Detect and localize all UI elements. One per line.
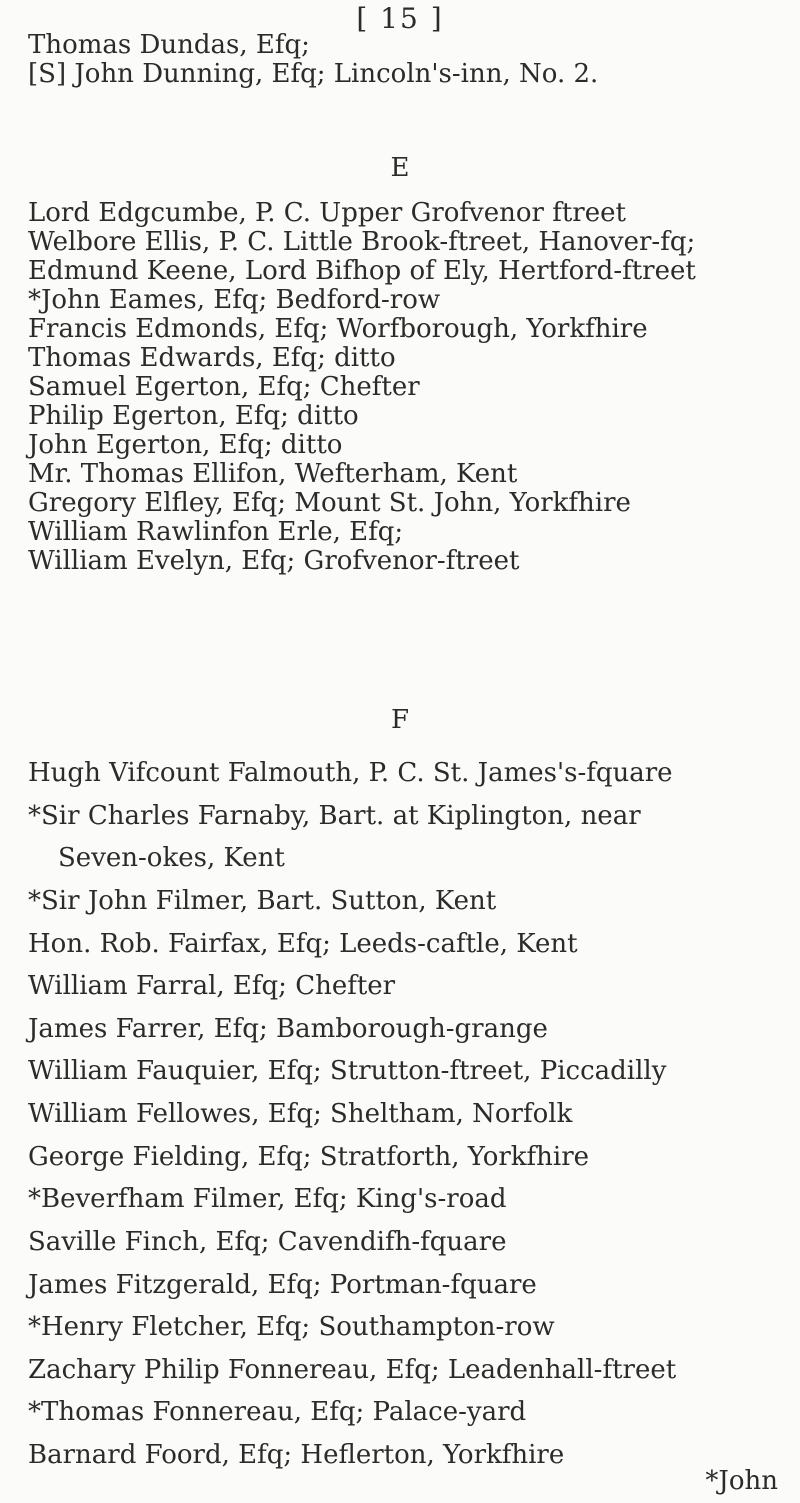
section-letter-f: F xyxy=(390,705,410,735)
entry-line: *Henry Fletcher, Efq; Southampton-row xyxy=(28,1312,555,1342)
entry-line: *Thomas Fonnereau, Efq; Palace-yard xyxy=(28,1397,527,1427)
entry-line: [S] John Dunning, Efq; Lincoln's-inn, No. 2. xyxy=(28,59,599,89)
entry-line: William Evelyn, Efq; Grofvenor-ftreet xyxy=(28,546,520,576)
entry-line: Thomas Dundas, Efq; xyxy=(28,30,310,60)
entry-line: Edmund Keene, Lord Bifhop of Ely, Hertford-ftreet xyxy=(28,256,696,286)
entry-line: James Fitzgerald, Efq; Portman-fquare xyxy=(28,1270,537,1300)
entry-line: Samuel Egerton, Efq; Chefter xyxy=(28,372,420,402)
entry-line: Hon. Rob. Fairfax, Efq; Leeds-caftle, Kent xyxy=(28,929,578,959)
entry-line: Lord Edgcumbe, P. C. Upper Grofvenor ftreet xyxy=(28,198,626,228)
entry-line: *John Eames, Efq; Bedford-row xyxy=(28,285,441,315)
entry-line: Thomas Edwards, Efq; ditto xyxy=(28,343,396,373)
entry-line: John Egerton, Efq; ditto xyxy=(28,430,343,460)
entry-line: Seven-okes, Kent xyxy=(58,843,285,873)
entry-line: William Farral, Efq; Chefter xyxy=(28,971,396,1001)
entry-line: Zachary Philip Fonnereau, Efq; Leadenhall-ftreet xyxy=(28,1355,677,1385)
entry-line: Saville Finch, Efq; Cavendifh-fquare xyxy=(28,1227,507,1257)
entry-line: Philip Egerton, Efq; ditto xyxy=(28,401,359,431)
catchword: *John xyxy=(705,1466,778,1496)
entry-line: Barnard Foord, Efq; Heflerton, Yorkfhire xyxy=(28,1440,565,1470)
entry-line: Francis Edmonds, Efq; Worfborough, Yorkfhire xyxy=(28,314,648,344)
entry-line: *Sir Charles Farnaby, Bart. at Kiplington, near xyxy=(28,801,641,831)
section-letter-e: E xyxy=(390,153,410,183)
entry-line: William Fellowes, Efq; Sheltham, Norfolk xyxy=(28,1099,573,1129)
entry-line: Hugh Vifcount Falmouth, P. C. St. James's-fquare xyxy=(28,758,673,788)
entry-line: Mr. Thomas Ellifon, Wefterham, Kent xyxy=(28,459,518,489)
entry-line: *Beverfham Filmer, Efq; King's-road xyxy=(28,1184,507,1214)
entry-line: William Rawlinfon Erle, Efq; xyxy=(28,517,404,547)
entry-line: Welbore Ellis, P. C. Little Brook-ftreet, Hanover-fq; xyxy=(28,227,696,257)
entry-line: William Fauquier, Efq; Strutton-ftreet, Piccadilly xyxy=(28,1056,667,1086)
entry-line: *Sir John Filmer, Bart. Sutton, Kent xyxy=(28,886,497,916)
entry-line: George Fielding, Efq; Stratforth, Yorkfhire xyxy=(28,1142,590,1172)
entry-line: James Farrer, Efq; Bamborough-grange xyxy=(28,1014,548,1044)
entry-line: Gregory Elfley, Efq; Mount St. John, Yorkfhire xyxy=(28,488,631,518)
page-number: [ 15 ] xyxy=(356,2,444,35)
